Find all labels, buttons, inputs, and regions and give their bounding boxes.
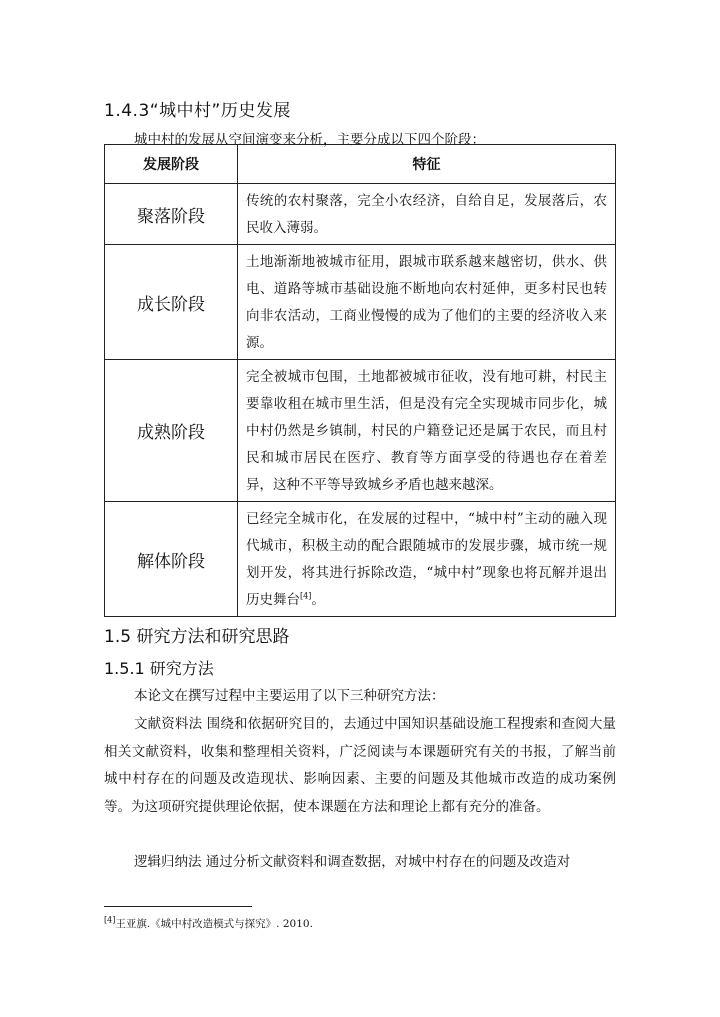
stage-feature: 完全被城市包围，土地都被城市征收，没有地可耕，村民主要靠收租在城市里生活，但是没有完全实现城市同步化，城中村仍然是乡镇制，村民的户籍登记还是属于农民，而且村民和城市居民在医疗、教育等方面享受的待遇也存在着差异，这种不平等导致城乡矛盾也越来越深。 — [238, 360, 616, 502]
section-heading-1-4-3: 1.4.3“城中村”历史发展 — [104, 101, 291, 121]
intro-text: 城中村的发展从空间演变来分析，主要分成以下四个阶段： — [134, 132, 485, 148]
table-row — [105, 360, 616, 502]
footnote-mark: [4] — [104, 915, 116, 925]
header-feature: 特征 — [238, 145, 616, 184]
table-row — [105, 502, 616, 617]
section-heading-1-5-1: 1.5.1 研究方法 — [104, 659, 214, 678]
stage-feature-text: 已经完全城市化，在发展的过程中，“城中村”主动的融入现代城市，积极主动的配合跟随城市的发展步骤，城市统一规划开发，将其进行拆除改造，“城中村”现象也将瓦解并退出历史舞台 — [246, 511, 607, 608]
stage-name: 成长阶段 — [105, 245, 238, 360]
table-row — [105, 184, 616, 245]
paragraph-induction-method: 逻辑归纳法 通过分析文献资料和调查数据，对城中村存在的问题及改造对 — [134, 854, 571, 870]
sentence-end: 。 — [311, 592, 325, 608]
footnote-divider — [104, 906, 252, 907]
section-heading-1-5: 1.5 研究方法和研究思路 — [104, 627, 290, 647]
paragraph-literature-method: 文献资料法 围绕和依据研究目的，去通过中国知识基础设施工程搜索和查阅大量相关文献资料，收集和整理相关资料，广泛阅读与本课题研究有关的书报，了解当前城中村存在的问题及改造现状、影响因素、主要的问题及其他城市改造的成功案例等。为这项研究提供理论依据，使本课题在方法和理论上都有充分的准备。 — [104, 716, 616, 815]
paragraph-methods-intro: 本论文在撰写过程中主要运用了以下三种研究方法： — [134, 688, 445, 704]
footnote — [104, 916, 313, 931]
footnote-reference: [4] — [300, 591, 312, 601]
stage-name: 成熟阶段 — [105, 360, 238, 502]
stage-feature: 土地渐渐地被城市征用，跟城市联系越来越密切，供水、供电、道路等城市基础设施不断地向农村延伸，更多村民也转向非农活动，工商业慢慢的成为了他们的主要的经济收入来源。 — [238, 245, 616, 360]
stage-name: 解体阶段 — [105, 502, 238, 617]
table-row — [105, 245, 616, 360]
footnote-text: 王亚旗.《城中村改造模式与探究》. 2010. — [115, 918, 313, 930]
stage-feature — [238, 502, 616, 617]
stage-feature: 传统的农村聚落，完全小农经济，自给自足，发展落后，农民收入薄弱。 — [238, 184, 616, 245]
table-header-row — [105, 145, 616, 184]
header-stage: 发展阶段 — [105, 145, 238, 184]
stage-name: 聚落阶段 — [105, 184, 238, 245]
development-stages-table — [104, 144, 616, 617]
